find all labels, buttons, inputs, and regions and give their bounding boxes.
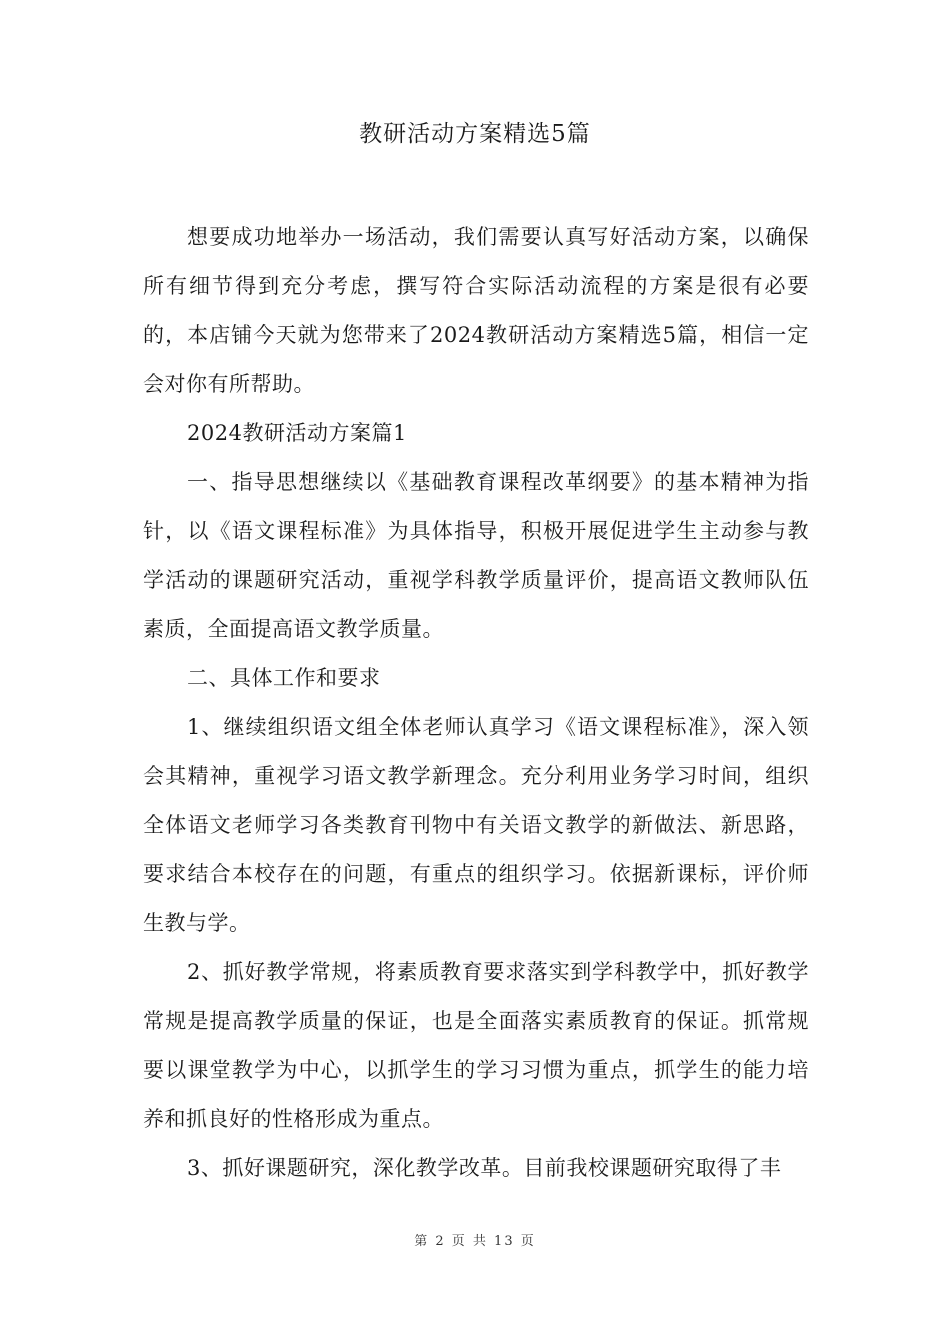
document-title: 教研活动方案精选5篇	[359, 121, 591, 147]
paragraph-intro: 想要成功地举办一场活动，我们需要认真写好活动方案，以确保所有细节得到充分考虑，撰写符合实际活动流程的方案是很有必要的，本店铺今天就为您带来了2024教研活动方案精选5篇，相信一定会对你有所帮助。	[143, 225, 809, 396]
paragraph-item-3: 3、抓好课题研究，深化教学改革。目前我校课题研究取得了丰	[187, 1156, 782, 1180]
paragraph-item-1: 1、继续组织语文组全体老师认真学习《语文课程标准》，深入领会其精神，重视学习语文教学新理念。充分利用业务学习时间，组织全体语文老师学习各类教育刊物中有关语文教学的新做法、新思路，要求结合本校存在的问题，有重点的组织学习。依据新课标，评价师生教与学。	[143, 715, 809, 935]
paragraph-item-2: 2、抓好教学常规，将素质教育要求落实到学科教学中，抓好教学常规是提高教学质量的保证，也是全面落实素质教育的保证。抓常规要以课堂教学为中心，以抓学生的学习习惯为重点，抓学生的能力培养和抓良好的性格形成为重点。	[143, 960, 809, 1131]
document-body	[143, 213, 809, 1193]
section-heading: 2024教研活动方案篇1	[187, 421, 407, 445]
page-footer: 第 2 页 共 13 页	[414, 1234, 536, 1249]
paragraph-guiding-ideology: 一、指导思想继续以《基础教育课程改革纲要》的基本精神为指针，以《语文课程标准》为具体指导，积极开展促进学生主动参与教学活动的课题研究活动，重视学科教学质量评价，提高语文教师队伍素质，全面提高语文教学质量。	[143, 470, 809, 641]
subsection-heading: 二、具体工作和要求	[187, 666, 381, 690]
